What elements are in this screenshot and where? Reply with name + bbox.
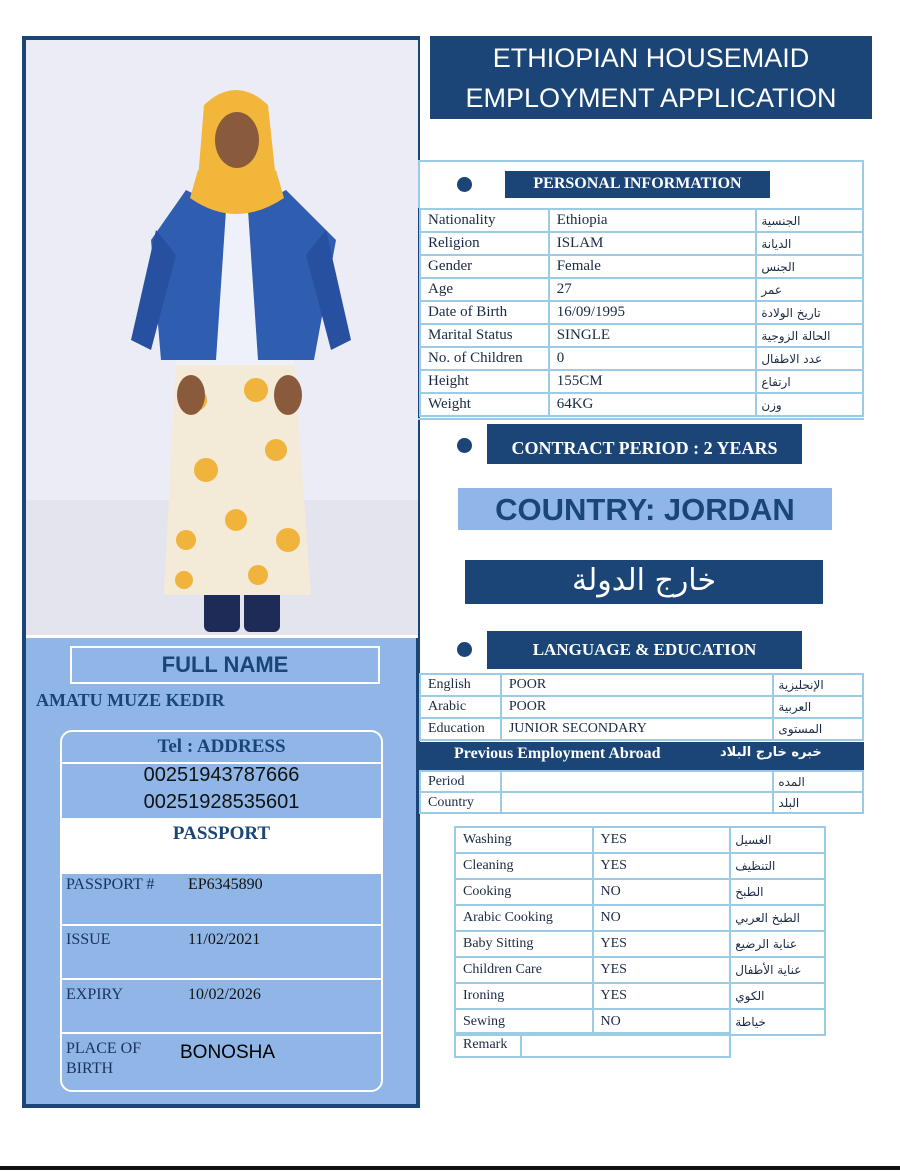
row-value: ISLAM [549,232,757,255]
remark-row [455,1033,730,1057]
row-value: YES [593,931,731,957]
row-label-arabic: الجنس [756,255,863,278]
row-label: Nationality [420,209,549,232]
row-label-arabic: عناية الرضيع [730,931,825,957]
row-label: No. of Children [420,347,549,370]
row-label: English [420,674,501,696]
row-label-arabic: الجنسية [756,209,863,232]
row-label-arabic: المده [773,771,863,792]
applicant-photo [26,40,418,638]
issue-value: 11/02/2021 [188,931,261,948]
row-value: 27 [549,278,757,301]
row-value: POOR [501,696,774,718]
personal-info-row [420,278,863,301]
skills-table [454,826,826,1036]
row-label-arabic: الكوي [730,983,825,1009]
skill-row [455,983,825,1009]
passport-number-label: PASSPORT # [66,876,155,893]
row-value: YES [593,957,731,983]
language-education-heading: LANGUAGE & EDUCATION [487,631,802,669]
row-label-arabic: عناية الأطفال [730,957,825,983]
row-label-arabic: خياطة [730,1009,825,1035]
previous-employment-row [420,771,863,792]
issue-label: ISSUE [66,931,111,948]
row-value: Ethiopia [549,209,757,232]
personal-info-row [420,347,863,370]
language-row [420,674,863,696]
personal-info-row [420,370,863,393]
personal-info-table [419,208,864,417]
row-label: Height [420,370,549,393]
row-value: 16/09/1995 [549,301,757,324]
row-label: Baby Sitting [455,931,593,957]
personal-info-row [420,301,863,324]
row-value: JUNIOR SECONDARY [501,718,774,740]
row-label: Arabic [420,696,501,718]
skill-row [455,827,825,853]
row-label: Education [420,718,501,740]
row-label-arabic: الغسيل [730,827,825,853]
place-of-birth-value: BONOSHA [180,1042,276,1063]
bullet-icon [457,438,472,453]
bullet-icon [457,177,472,192]
remark-label: Remark [455,1033,521,1057]
skill-row [455,853,825,879]
row-value: POOR [501,674,774,696]
row-value: 155CM [549,370,757,393]
row-value: 64KG [549,393,757,416]
row-label: Period [420,771,501,792]
page-title [430,36,872,119]
row-label-arabic: الطبخ [730,879,825,905]
row-label-arabic: المستوى [773,718,863,740]
row-label: Date of Birth [420,301,549,324]
personal-info-row [420,232,863,255]
language-row [420,696,863,718]
personal-info-heading: PERSONAL INFORMATION [505,171,770,198]
row-label: Marital Status [420,324,549,347]
person-illustration [26,40,418,638]
full-name-label: FULL NAME [70,646,380,684]
row-label-arabic: الطبخ العربي [730,905,825,931]
row-label: Sewing [455,1009,593,1035]
row-label-arabic: العربية [773,696,863,718]
country-banner: COUNTRY: JORDAN [458,488,832,530]
phone-number-1: 00251943787666 [143,764,300,786]
row-label-arabic: الإنجليزية [773,674,863,696]
row-value [501,771,773,792]
language-table [419,673,864,741]
row-label: Country [420,792,501,813]
row-value: YES [593,827,731,853]
bottom-rule [0,1166,900,1170]
skill-row [455,879,825,905]
row-value: SINGLE [549,324,757,347]
remark-value [521,1033,730,1057]
row-label: Ironing [455,983,593,1009]
title-line-2: EMPLOYMENT APPLICATION [465,83,837,113]
expiry-label: EXPIRY [66,986,123,1003]
remark-table [454,1032,731,1058]
row-label-arabic: الديانة [756,232,863,255]
row-value: Female [549,255,757,278]
row-value: NO [593,905,731,931]
place-of-birth-label-2: BIRTH [66,1060,114,1077]
previous-employment-title: Previous Employment Abroad [454,745,661,762]
row-label: Children Care [455,957,593,983]
skill-row [455,905,825,931]
row-label: Weight [420,393,549,416]
previous-employment-row [420,792,863,813]
row-label: Cooking [455,879,593,905]
row-label-arabic: البلد [773,792,863,813]
row-label: Washing [455,827,593,853]
skill-row [455,957,825,983]
bullet-icon [457,642,472,657]
expiry-value: 10/02/2026 [188,986,261,1003]
row-value: NO [593,1009,731,1035]
previous-employment-table [419,770,864,814]
place-of-birth-label-1: PLACE OF [66,1040,142,1057]
row-label: Gender [420,255,549,278]
row-label-arabic: عدد الاطفال [756,347,863,370]
row-label-arabic: وزن [756,393,863,416]
language-row [420,718,863,740]
row-label: Arabic Cooking [455,905,593,931]
previous-employment-title-arabic: خبره خارج البلاد [720,745,822,760]
row-label-arabic: ارتفاع [756,370,863,393]
row-label: Religion [420,232,549,255]
divider [418,418,864,420]
row-label: Cleaning [455,853,593,879]
row-value: 0 [549,347,757,370]
passport-number-value: EP6345890 [188,876,263,893]
row-label-arabic: الحالة الزوجية [756,324,863,347]
personal-info-row [420,393,863,416]
personal-info-row [420,209,863,232]
full-name-value: AMATU MUZE KEDIR [36,690,225,710]
row-value [501,792,773,813]
tel-address-label: Tel : ADDRESS [157,736,286,757]
row-label-arabic: التنظيف [730,853,825,879]
contract-period-heading: CONTRACT PERIOD : 2 YEARS [487,424,802,464]
passport-heading: PASSPORT [62,818,381,874]
row-label: Age [420,278,549,301]
row-label-arabic: عمر [756,278,863,301]
row-value: NO [593,879,731,905]
title-line-1: ETHIOPIAN HOUSEMAID [492,43,810,73]
country-banner-arabic: خارج الدولة [465,560,823,604]
row-value: YES [593,853,731,879]
skill-row [455,931,825,957]
row-label-arabic: تاريخ الولادة [756,301,863,324]
previous-employment-heading [418,742,864,770]
row-value: YES [593,983,731,1009]
personal-info-row [420,324,863,347]
personal-info-row [420,255,863,278]
phone-number-2: 00251928535601 [143,791,300,813]
